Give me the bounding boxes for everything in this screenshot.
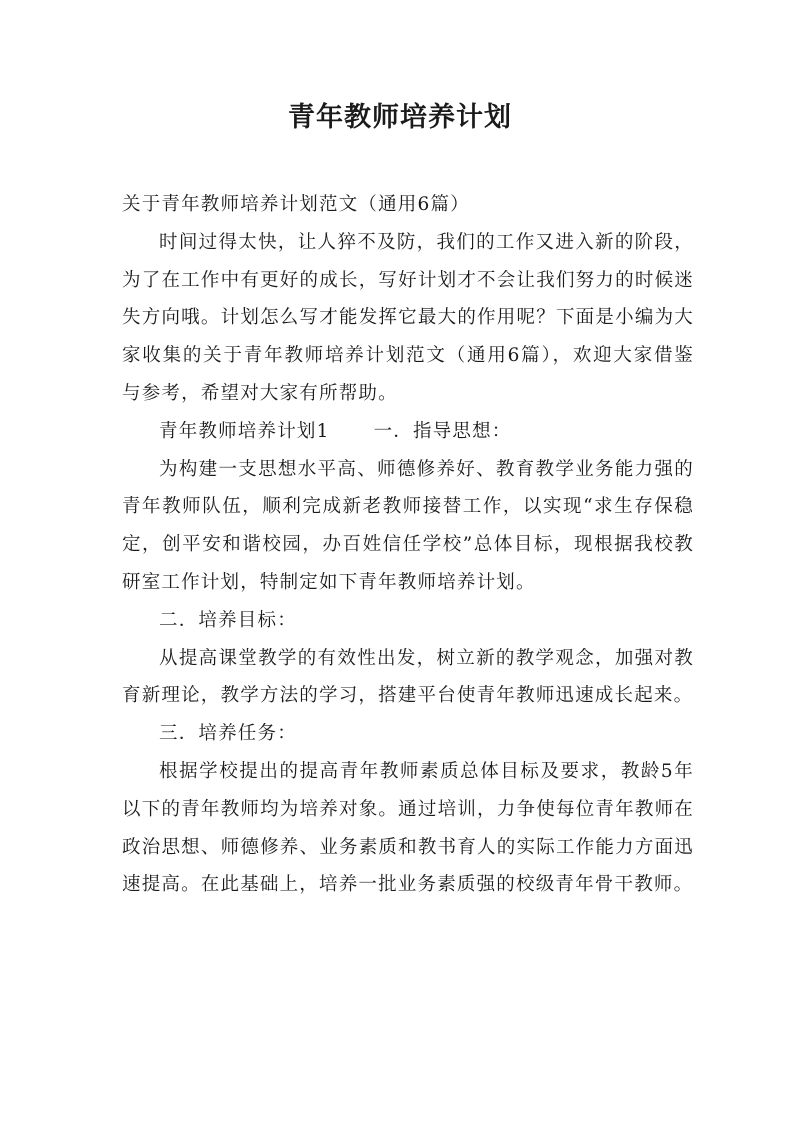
document-title: 青年教师培养计划	[288, 102, 512, 133]
section2-paragraph: 从提高课堂教学的有效性出发，树立新的教学观念，加强对教育新理论，教学方法的学习，搭建平台使青年教师迅速成长起来。	[122, 647, 694, 707]
section1-heading: 一．指导思想：	[373, 420, 512, 442]
section3-heading: 三．培养任务：	[159, 723, 297, 745]
intro-paragraph: 时间过得太快，让人猝不及防，我们的工作又进入新的阶段，为了在工作中有更好的成长，写好计划才不会让我们努力的时候迷失方向哦。计划怎么写才能发挥它最大的作用呢？下面是小编为大家收集的关于青年教师培养计划范文（通用6篇），欢迎大家借鉴与参考，希望对大家有所帮助。	[122, 231, 694, 404]
plan-label: 青年教师培养计划1	[159, 420, 330, 442]
plan-heading-line	[122, 413, 694, 451]
section3-paragraph: 根据学校提出的提高青年教师素质总体目标及要求，教龄5年以下的青年教师均为培养对象。通过培训，力争使每位青年教师在政治思想、师德修养、业务素质和教书育人的实际工作能力方面迅速提高。在此基础上，培养一批业务素质强的校级青年骨干教师。	[122, 760, 694, 896]
document-subtitle: 关于青年教师培养计划范文（通用6篇）	[122, 194, 470, 215]
document-body	[122, 186, 694, 904]
section2-heading: 二．培养目标：	[159, 609, 297, 631]
section1-paragraph: 为构建一支思想水平高、师德修养好、教育教学业务能力强的青年教师队伍，顺利完成新老教师接替工作，以实现“求生存保稳定，创平安和谐校园，办百姓信任学校”总体目标，现根据我校教研室工作计划，特制定如下青年教师培养计划。	[122, 458, 694, 593]
